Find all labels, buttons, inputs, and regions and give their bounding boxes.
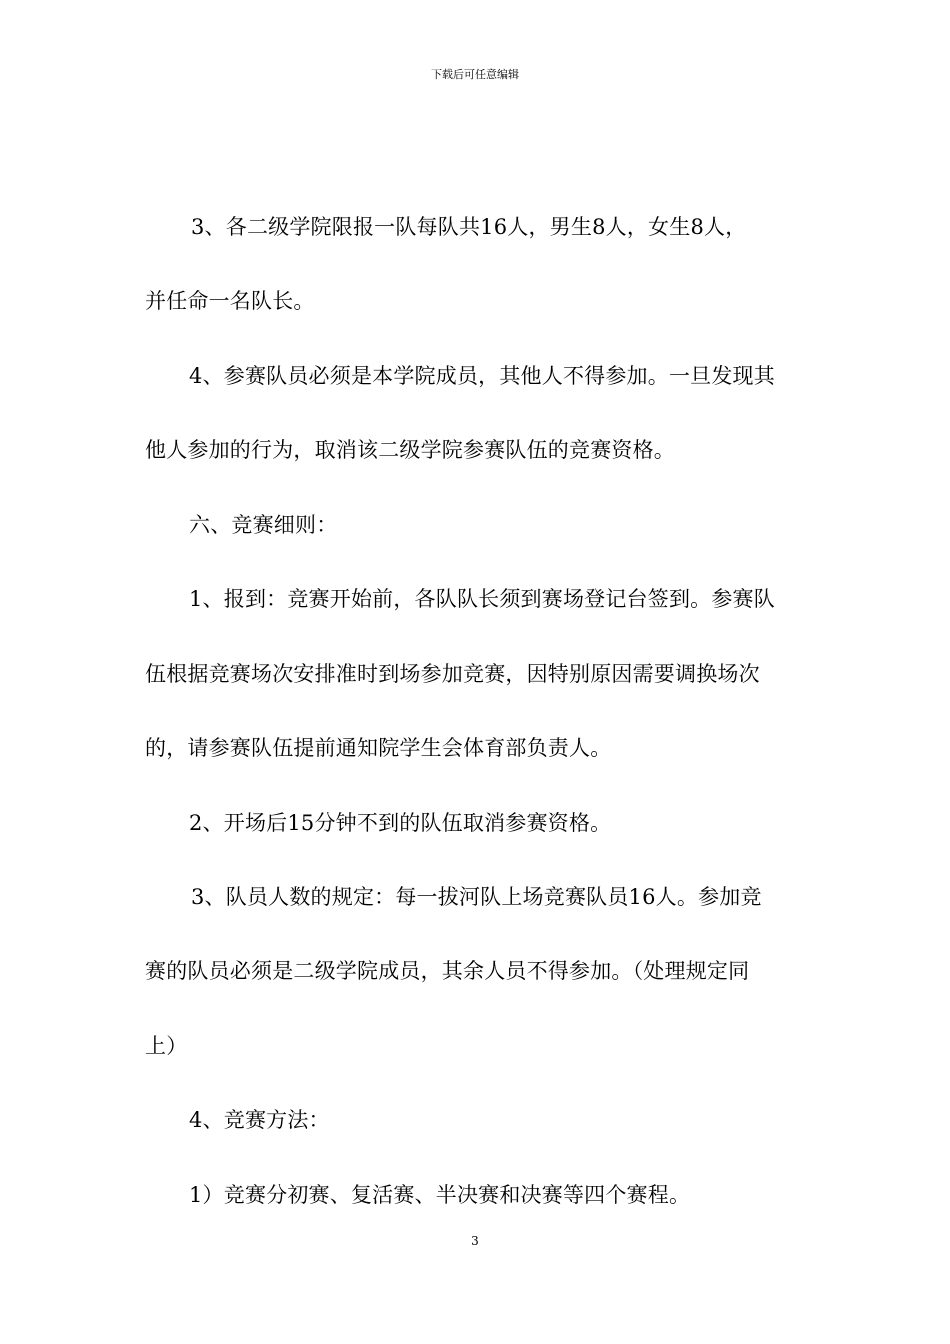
page-number: 3 [471,1234,479,1248]
paragraph-line: 的，请参赛队伍提前通知院学生会体育部负责人。 [145,736,612,760]
page-header: 下载后可任意编辑 [431,68,519,81]
paragraph-line: 他人参加的行为，取消该二级学院参赛队伍的竞赛资格。 [145,438,675,462]
paragraph-line: 并任命一名队长。 [145,289,315,313]
paragraph-line: 1）竞赛分初赛、复活赛、半决赛和决赛等四个赛程。 [189,1183,691,1207]
paragraph-line: 4、参赛队员必须是本学院成员，其他人不得参加。一旦发现其 [189,364,775,388]
paragraph-line: 伍根据竞赛场次安排准时到场参加竞赛，因特别原因需要调换场次 [145,662,760,686]
paragraph-line: 赛的队员必须是二级学院成员，其余人员不得参加。（处理规定同 [145,959,750,983]
paragraph-line: 1、报到：竞赛开始前，各队队长须到赛场登记台签到。参赛队 [189,587,775,611]
paragraph-line: 3、各二级学院限报一队每队共16人，男生8人，女生8人， [191,215,747,239]
paragraph-line: 4、竞赛方法： [189,1108,330,1132]
paragraph-line: 2、开场后15分钟不到的队伍取消参赛资格。 [189,811,612,835]
paragraph-line: 3、队员人数的规定：每一拔河队上场竞赛队员16人。参加竞 [191,885,762,909]
paragraph-line: 上） [145,1034,188,1058]
section-heading: 六、竞赛细则： [189,513,338,537]
